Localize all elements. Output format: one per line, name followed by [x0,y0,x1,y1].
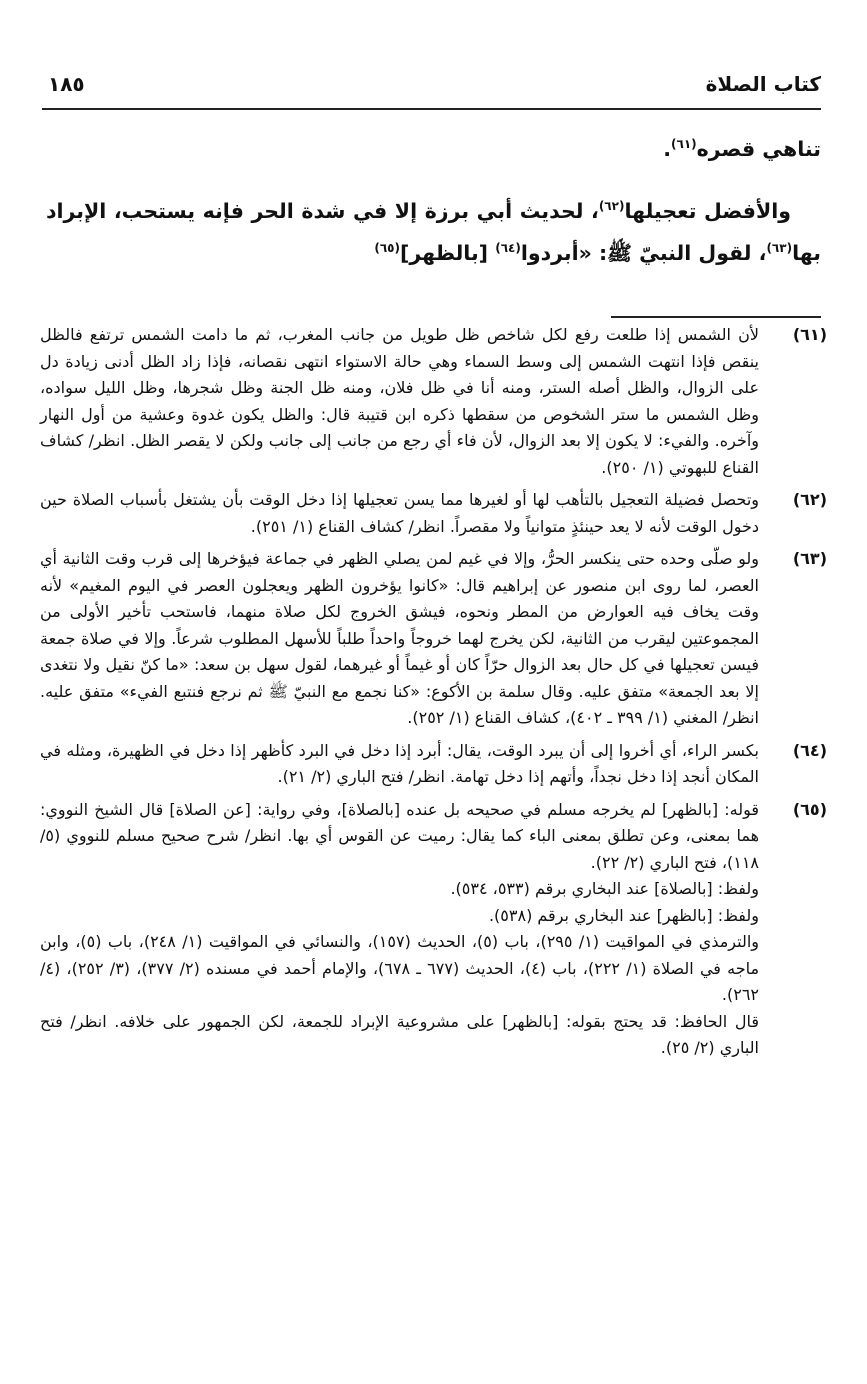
footnote-61 [40,322,827,481]
footnotes [40,322,827,1068]
main-paragraph-2 [46,190,821,274]
paragraph-text: تناهي قصره [696,137,821,161]
footnote-text: بكسر الراء، أي أخروا إلى أن يبرد الوقت، يقال: أبرد إذا دخل في البرد كأظهر إذا دخل في الظهيرة، ومثله في المكان أنجد إذا دخل نجداً، وأتهم إذا دخل تهامة. انظر/ فتح الباري (٢/ ٢١). [40,740,759,786]
footnote-line: ولفظ: [بالظهر] عند البخاري برقم (٥٣٨). [488,905,759,925]
footnote-line: قوله: [بالظهر] لم يخرجه مسلم في صحيحه بل عنده [بالصلاة]، وفي رواية: [عن الصلاة] قال الشيخ النووي: هما بمعنى، وعن تطلق بمعنى الباء كما يقال: رميت عن القوس أي بها. انظر/ شرح صحيح مسلم للنووي (٥/ ١١٨)، فتح الباري (٢/ ٢٢). [40,799,759,872]
footnote-ref[interactable]: (٦١) [671,137,697,152]
footnote-63 [40,546,827,732]
footnote-number: (٦٢) [792,490,827,509]
page-header [42,60,821,110]
footnote-number: (٦٣) [792,549,827,568]
main-paragraph-1 [46,128,821,170]
footnote-line: والترمذي في المواقيت (١/ ٢٩٥)، باب (٥)، الحديث (١٥٧)، والنسائي في المواقيت (١/ ٢٤٨)، باب (٥)، وابن ماجه في الصلاة (١/ ٢٢٢)، باب (٤)، الحديث (٦٧٧ ـ ٦٧٨)، والإمام أحمد في مسنده (٢/ ٣٧٧)، (٣/ ٢٥٢)، (٤/ ٢٦٢). [40,932,760,1004]
footnote-ref[interactable]: (٦٥) [374,241,400,256]
footnote-line: قال الحافظ: قد يحتج بقوله: [بالظهر] على مشروعية الإبراد للجمعة، لكن الجمهور على خلافه. انظر/ فتح الباري (٢/ ٢٥). [40,1011,759,1057]
footnote-separator [611,316,821,318]
footnote-64 [40,738,827,791]
footnote-text: ولو صلّى وحده حتى ينكسر الحرُّ، وإلا في غيم لمن يصلي الظهر في جماعة فيؤخرها إلى قرب وقت الثانية أي العصر، لما روى ابن منصور عن إبراهيم قال: «كانوا يؤخرون الظهر ويعجلون العصر في اليوم المغيم» لأنه وقت يخاف فيه العوارض من المطر ونحوه، فيشق الخروج لكل صلاة منهما، فاستحب تأخير الأولى من المجموعتين ليقرب من الثانية، لكن يخرج لهما خروجاً واحداً طلباً للأسهل المطلوب شرعاً. وإلا في صلاة جمعة فيسن تعجيلها في كل حال بعد الزوال حرّاً كان أو غيماً أو غيرهما، لقول سهل بن سعد: «ما كنّ نقيل ولا نتغدى إلا بعد الجمعة» متفق عليه. وقال سلمة بن الأكوع: «كنا نجمع مع النبيّ ﷺ ثم نرجع فنتبع الفيء» متفق عليه. انظر/ المغني (١/ ٣٩٩ ـ ٤٠٢)، كشاف القناع (١/ ٢٥٢). [40,549,759,727]
paragraph-text: [بالظهر] [399,241,496,265]
running-title: كتاب الصلاة [705,72,821,96]
footnote-62 [40,487,827,540]
footnote-text: وتحصل فضيلة التعجيل بالتأهب لها أو لغيرها مما يسن تعجيلها إذا دخل الوقت بأن يشتغل بأسباب الصلاة حين دخول الوقت لأنه لا يعد حينئذٍ متوانياً ولا مقصراً. انظر/ كشاف القناع (١/ ٢٥١). [40,490,759,536]
paragraph-text: ، لحديث أبي برزة إلا في شدة الحر فإنه يستحب، الإبراد بها [46,199,821,265]
footnote-text [40,797,759,1062]
footnote-65 [40,797,827,1062]
footnote-number: (٦١) [792,325,827,344]
footnote-ref[interactable]: (٦٢) [598,199,625,214]
paragraph-text: ، لقول النبيّ ﷺ: «أبردوا [520,241,767,265]
main-text [46,128,821,274]
footnote-line: ولفظ: [بالصلاة] عند البخاري برقم (٥٣٣، ٥٣٤). [450,879,759,898]
footnote-ref[interactable]: (٦٤) [495,241,521,256]
footnote-text: لأن الشمس إذا طلعت رفع لكل شاخص ظل طويل من جانب المغرب، ثم ما دامت الشمس ترتفع فالظل ينقص فإذا انتهت الشمس إلى وسط السماء وهي حالة الاستواء انتهى نقصانه، فإذا زاد الظل أدنى زيادة دل على الزوال، والظل أصله الستر، ومنه أنا في ظل فلان، ومنه ظل الجنة وظل شجرها، وظل الليل سواده، وظل الشمس ما ستر الشخوص من سقطها ذكره ابن قتيبة قال: والظل يكون غدوة وعشية من أول النهار وآخره. والفيء: لا يكون إلا بعد الزوال، لأن فاء أي رجع من جانب إلى جانب ولكن لا يقصر الظل. انظر/ كشاف القناع للبهوتي (١/ ٢٥٠). [40,325,759,477]
footnote-number: (٦٤) [792,740,827,760]
paragraph-end: . [663,137,672,161]
paragraph-text: والأفضل تعجيلها [624,199,791,223]
page-number: ١٨٥ [48,72,85,96]
footnote-ref[interactable]: (٦٣) [766,241,793,256]
footnote-number: (٦٥) [792,799,827,819]
